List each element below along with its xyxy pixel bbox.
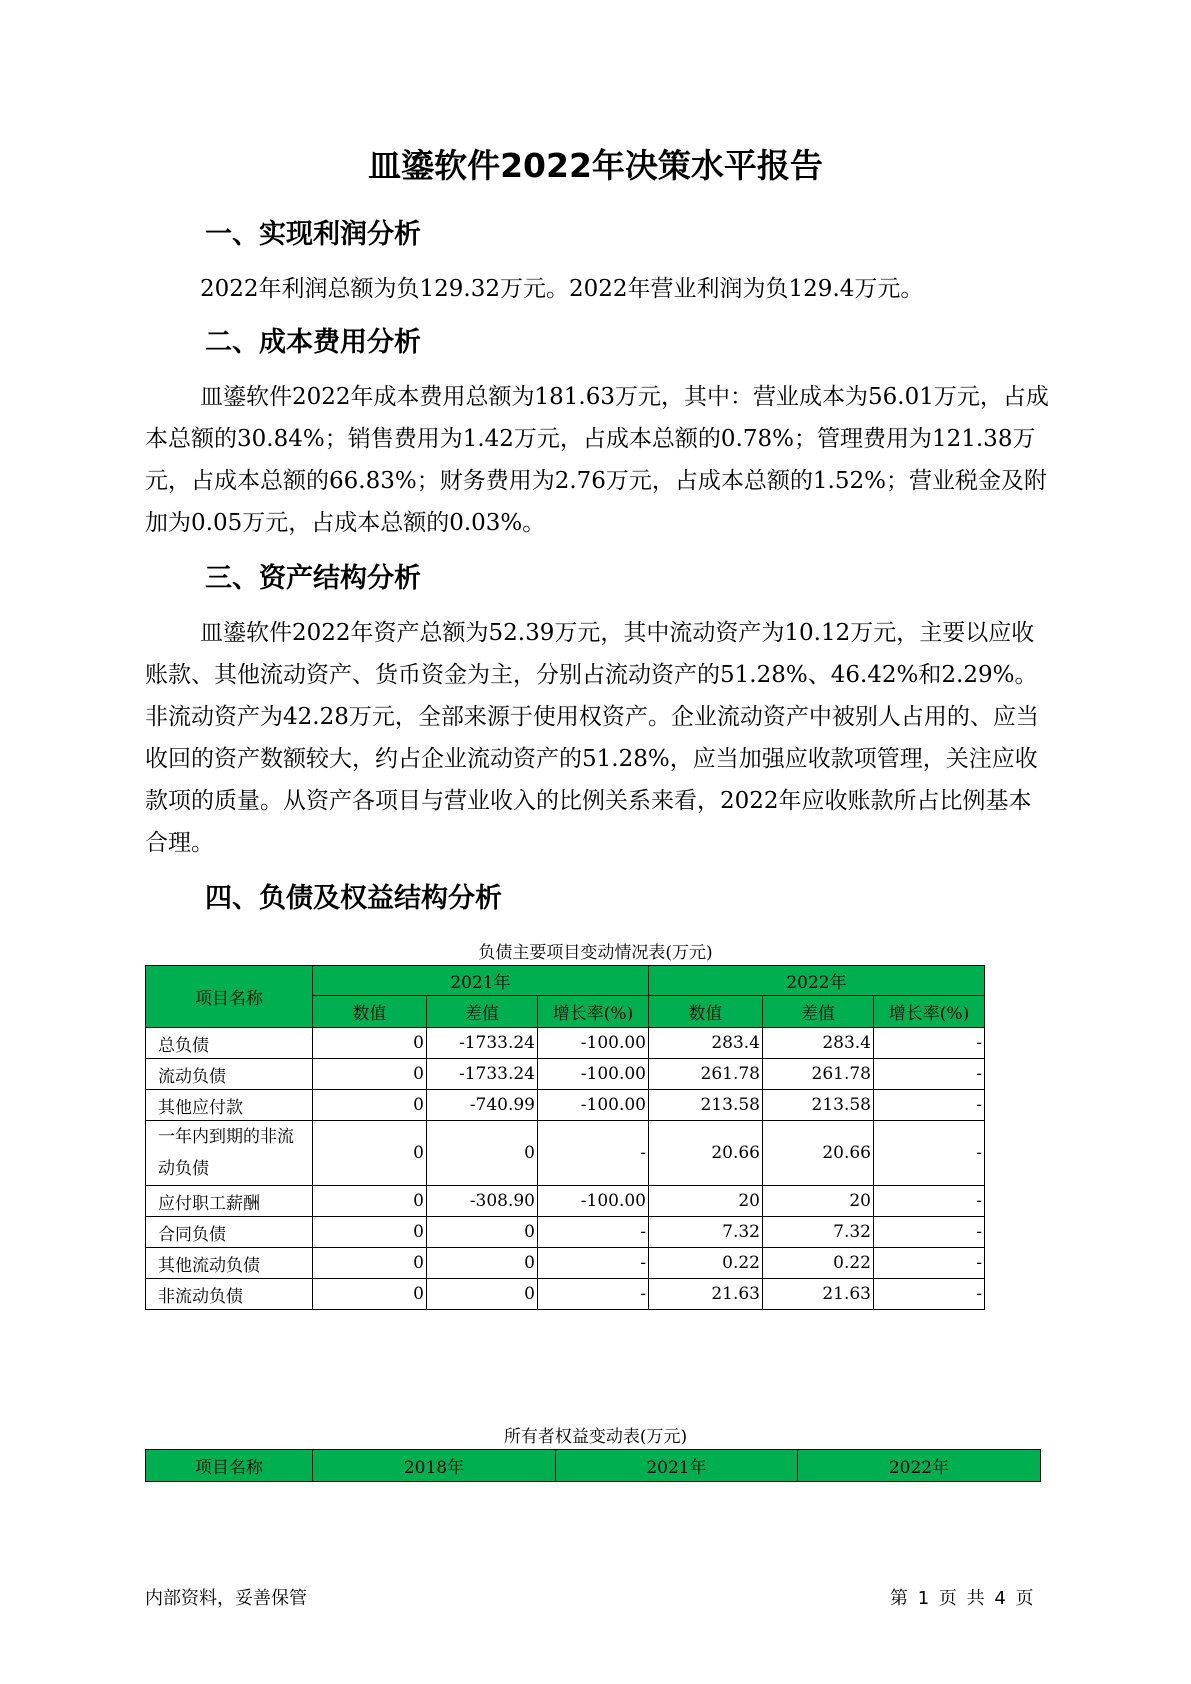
- table-cell: -1733.24: [427, 1059, 538, 1090]
- table-cell: 20.66: [763, 1121, 874, 1186]
- table-cell: -: [874, 1186, 985, 1217]
- table-cell: 20: [763, 1186, 874, 1217]
- liability-table-caption: 负债主要项目变动情况表(万元): [478, 943, 713, 963]
- table-cell: -: [874, 1279, 985, 1310]
- table-cell: 0: [313, 1059, 427, 1090]
- subheader-diff: 差值: [763, 996, 874, 1028]
- row-label: 总负债: [146, 1028, 313, 1059]
- table-cell: -: [874, 1090, 985, 1121]
- table-row: [146, 1217, 985, 1248]
- table-cell: -: [538, 1279, 649, 1310]
- table-cell: 20: [649, 1186, 763, 1217]
- table-cell: 7.32: [649, 1217, 763, 1248]
- row-label: 流动负债: [146, 1059, 313, 1090]
- row-label: 非流动负债: [146, 1279, 313, 1310]
- table-cell: -308.90: [427, 1186, 538, 1217]
- table-row: [146, 1248, 985, 1279]
- section-heading-profit: 一、实现利润分析: [205, 219, 421, 250]
- table-row: [146, 1090, 985, 1121]
- table-cell: 0: [313, 1028, 427, 1059]
- header-year-2021: 2021年: [313, 966, 649, 996]
- table-cell: -: [874, 1248, 985, 1279]
- table-cell: -: [874, 1028, 985, 1059]
- table-cell: -100.00: [538, 1059, 649, 1090]
- table-cell: 0.22: [763, 1248, 874, 1279]
- liability-table: [145, 965, 985, 1310]
- table-cell: 0: [313, 1186, 427, 1217]
- subheader-growth: 增长率(%): [874, 996, 985, 1028]
- table-cell: 261.78: [649, 1059, 763, 1090]
- table-cell: 0: [313, 1121, 427, 1186]
- table-cell: -: [538, 1217, 649, 1248]
- table-cell: 0: [427, 1248, 538, 1279]
- subheader-value: 数值: [313, 996, 427, 1028]
- table-cell: 0: [313, 1248, 427, 1279]
- table-row: [146, 1028, 985, 1059]
- section-text-cost: 皿鎏软件2022年成本费用总额为181.63万元，其中：营业成本为56.01万元，占成本总额的30.84%；销售费用为1.42万元，占成本总额的0.78%；管理费用为121.38万元，占成本总额的66.83%；财务费用为2.76万元，占成本总额的1.52%；营业税金及附加为0.05万元，占成本总额的0.03%。: [145, 384, 1049, 536]
- equity-table-caption: 所有者权益变动表(万元): [503, 1427, 688, 1447]
- table-row: [146, 1121, 985, 1186]
- table-cell: 213.58: [763, 1090, 874, 1121]
- section-text-assets: 皿鎏软件2022年资产总额为52.39万元，其中流动资产为10.12万元，主要以应收账款、其他流动资产、货币资金为主，分别占流动资产的51.28%、46.42%和2.29%。非流动资产为42.28万元，全部来源于使用权资产。企业流动资产中被别人占用的、应当收回的资产数额较大，约占企业流动资产的51.28%，应当加强应收款项管理，关注应收款项的质量。从资产各项目与营业收入的比例关系来看，2022年应收账款所占比例基本合理。: [145, 620, 1039, 856]
- page-number: 第 1 页 共 4 页: [890, 1588, 1034, 1609]
- footer-confidential-note: 内部资料，妥善保管: [145, 1588, 307, 1609]
- table-cell: 21.63: [649, 1279, 763, 1310]
- table-cell: 283.4: [763, 1028, 874, 1059]
- table-cell: 0: [313, 1090, 427, 1121]
- table-row: [146, 1186, 985, 1217]
- table-cell: 0.22: [649, 1248, 763, 1279]
- table-cell: -100.00: [538, 1090, 649, 1121]
- table-cell: -: [538, 1248, 649, 1279]
- table-cell: 0: [427, 1121, 538, 1186]
- header-year-2022: 2022年: [649, 966, 985, 996]
- table-cell: 21.63: [763, 1279, 874, 1310]
- equity-header-item-name: 项目名称: [146, 1450, 313, 1482]
- row-label: 其他流动负债: [146, 1248, 313, 1279]
- table-cell: 0: [313, 1279, 427, 1310]
- table-row: [146, 1279, 985, 1310]
- subheader-value: 数值: [649, 996, 763, 1028]
- subheader-growth: 增长率(%): [538, 996, 649, 1028]
- equity-header-year: 2022年: [798, 1450, 1041, 1482]
- table-cell: 283.4: [649, 1028, 763, 1059]
- table-cell: -: [874, 1059, 985, 1090]
- equity-table: [145, 1449, 1041, 1482]
- row-label: 合同负债: [146, 1217, 313, 1248]
- table-cell: 213.58: [649, 1090, 763, 1121]
- row-label: 应付职工薪酬: [146, 1186, 313, 1217]
- table-cell: -1733.24: [427, 1028, 538, 1059]
- section-heading-liabilities: 四、负债及权益结构分析: [205, 883, 502, 914]
- table-cell: 20.66: [649, 1121, 763, 1186]
- header-item-name: 项目名称: [146, 966, 313, 1028]
- table-cell: 0: [427, 1279, 538, 1310]
- table-cell: 261.78: [763, 1059, 874, 1090]
- row-label: 一年内到期的非流动负债: [146, 1121, 313, 1186]
- equity-header-year: 2021年: [556, 1450, 798, 1482]
- table-cell: -: [538, 1121, 649, 1186]
- table-row: [146, 1059, 985, 1090]
- section-heading-cost: 二、成本费用分析: [205, 327, 421, 358]
- section-text-profit: 2022年利润总额为负129.32万元。2022年营业利润为负129.4万元。: [200, 276, 924, 302]
- table-cell: -740.99: [427, 1090, 538, 1121]
- row-label: 其他应付款: [146, 1090, 313, 1121]
- table-cell: -: [874, 1121, 985, 1186]
- subheader-diff: 差值: [427, 996, 538, 1028]
- table-cell: 0: [313, 1217, 427, 1248]
- table-cell: 7.32: [763, 1217, 874, 1248]
- table-cell: -100.00: [538, 1028, 649, 1059]
- table-cell: 0: [427, 1217, 538, 1248]
- table-cell: -100.00: [538, 1186, 649, 1217]
- equity-header-year: 2018年: [313, 1450, 556, 1482]
- section-heading-assets: 三、资产结构分析: [205, 563, 421, 594]
- report-title: 皿鎏软件2022年决策水平报告: [368, 146, 823, 185]
- table-cell: -: [874, 1217, 985, 1248]
